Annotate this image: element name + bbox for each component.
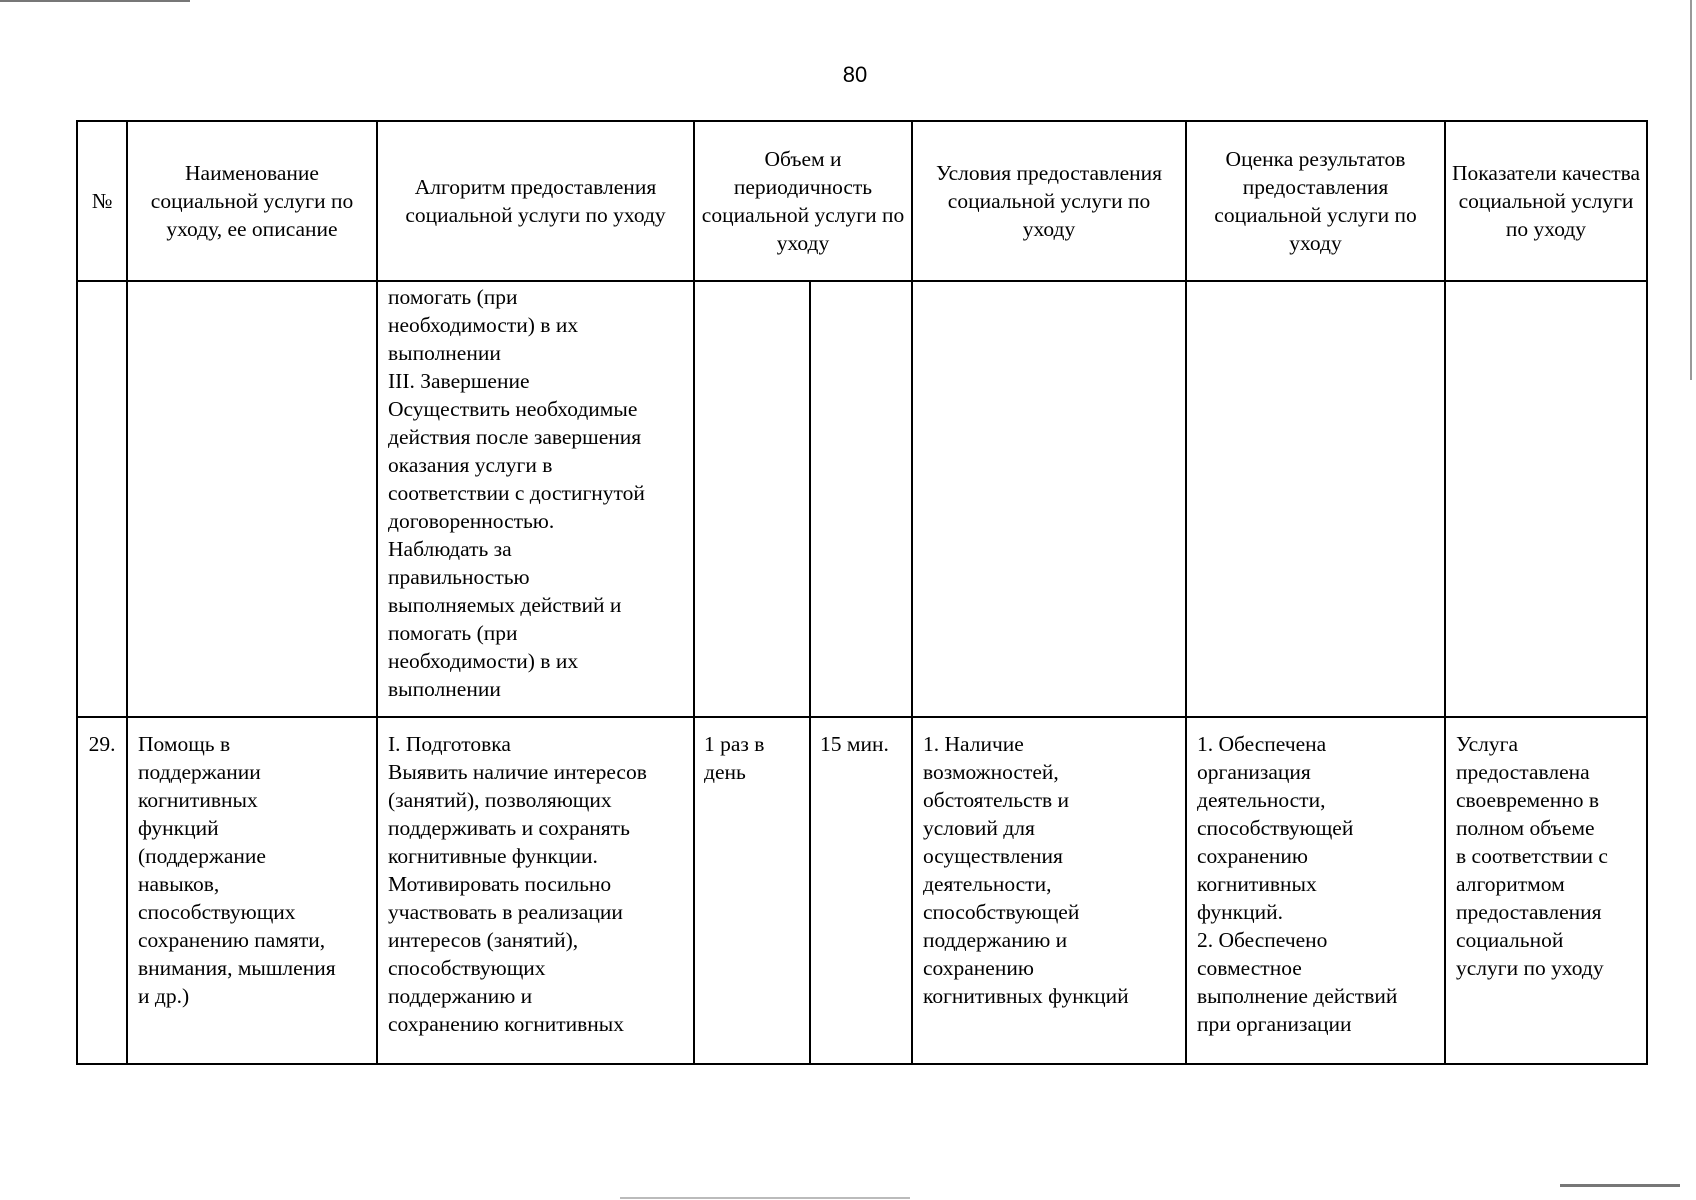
- scan-artifact-bottom-center: [620, 1197, 910, 1199]
- cell-conditions: [912, 281, 1186, 717]
- cell-algorithm: помогать (при необходимости) в их выполнении III. Завершение Осуществить необходимые действия после завершения оказания услуги в соответствии с достигнутой договоренностью. Наблюдать за правильностью выполняемых действий и помогать (при необходимости) в их выполнении: [377, 281, 694, 717]
- cell-service-name: [127, 281, 377, 717]
- cell-frequency: [694, 281, 810, 717]
- table-header-row: [77, 121, 1647, 281]
- header-service-name: Наименование социальной услуги по уходу, ее описание: [127, 121, 377, 281]
- cell-evaluation: 1. Обеспечена организация деятельности, способствующей сохранению когнитивных функций. 2. Обеспечено совместное выполнение действий при организации: [1186, 717, 1445, 1064]
- cell-algorithm: I. Подготовка Выявить наличие интересов (занятий), позволяющих поддерживать и сохранять когнитивные функции. Мотивировать посильно участвовать в реализации интересов (занятий), способствующих поддержанию и сохранению когнитивных: [377, 717, 694, 1064]
- cell-service-name: Помощь в поддержании когнитивных функций (поддержание навыков, способствующих сохранению памяти, внимания, мышления и др.): [127, 717, 377, 1064]
- cell-duration: [810, 281, 912, 717]
- cell-number: 29.: [77, 717, 127, 1064]
- scan-artifact-top-left: [0, 0, 190, 2]
- table-row-service-29: [77, 717, 1647, 1064]
- cell-quality: [1445, 281, 1647, 717]
- cell-quality: Услуга предоставлена своевременно в полном объеме в соответствии с алгоритмом предоставления социальной услуги по уходу: [1445, 717, 1647, 1064]
- cell-duration: 15 мин.: [810, 717, 912, 1064]
- social-services-table: [76, 120, 1648, 1065]
- scan-artifact-bottom-right: [1560, 1184, 1680, 1187]
- cell-evaluation: [1186, 281, 1445, 717]
- header-evaluation: Оценка результатов предоставления социальной услуги по уходу: [1186, 121, 1445, 281]
- header-conditions: Условия предоставления социальной услуги по уходу: [912, 121, 1186, 281]
- header-number: №: [77, 121, 127, 281]
- cell-frequency: 1 раз в день: [694, 717, 810, 1064]
- scan-artifact-right-edge: [1690, 0, 1692, 380]
- cell-conditions: 1. Наличие возможностей, обстоятельств и условий для осуществления деятельности, способствующей поддержанию и сохранению когнитивных функций: [912, 717, 1186, 1064]
- header-quality: Показатели качества социальной услуги по уходу: [1445, 121, 1647, 281]
- page-number: 80: [842, 62, 868, 87]
- header-algorithm: Алгоритм предоставления социальной услуги по уходу: [377, 121, 694, 281]
- table-row-continuation: [77, 281, 1647, 717]
- cell-number: [77, 281, 127, 717]
- header-volume-frequency: Объем и периодичность социальной услуги по уходу: [694, 121, 912, 281]
